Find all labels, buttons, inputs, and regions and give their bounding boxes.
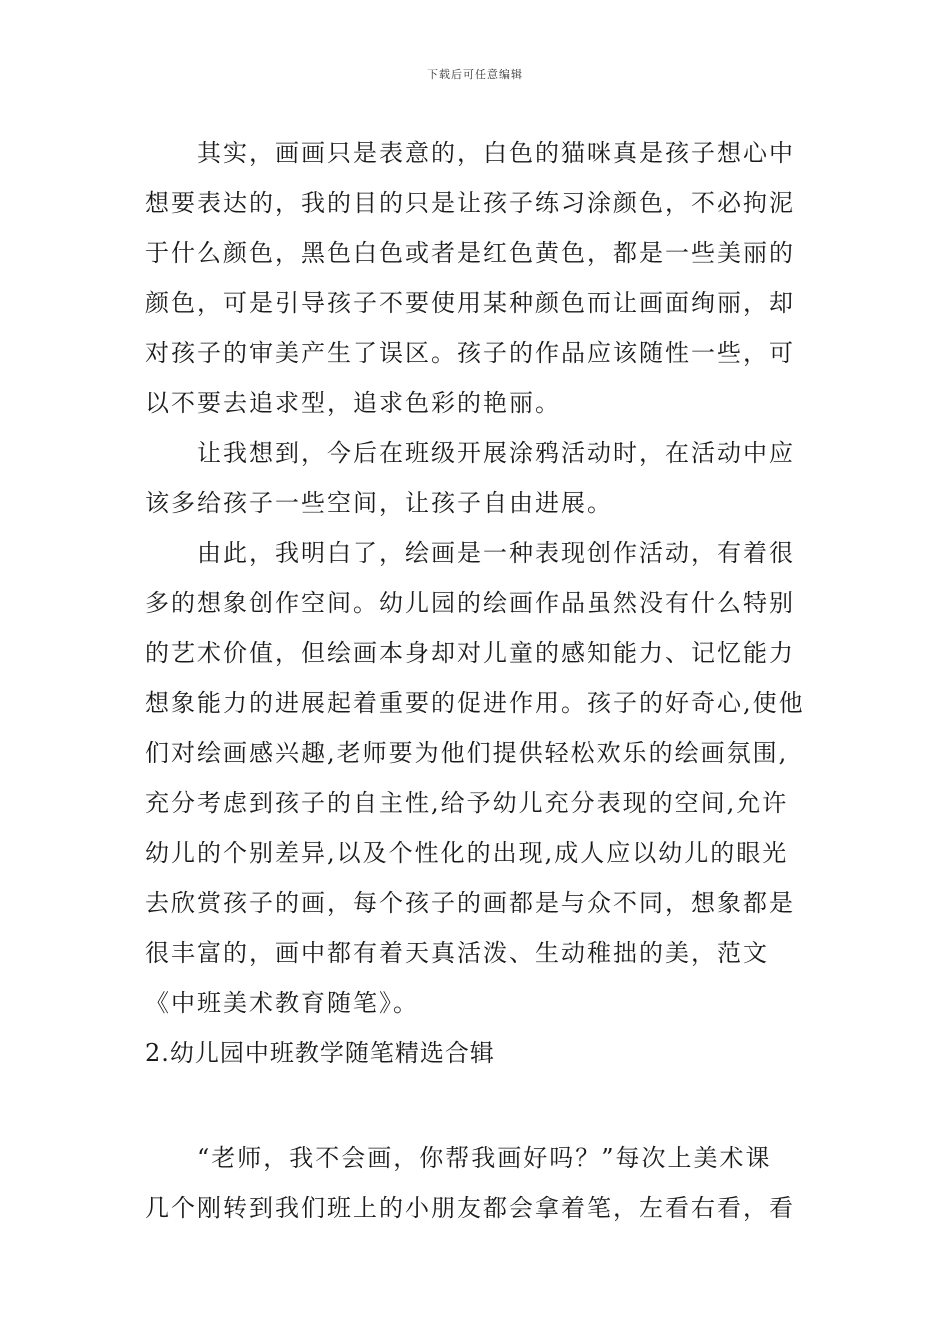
paragraph	[145, 128, 807, 428]
paragraph-line: 由此，我明白了，绘画是一种表现创作活动，有着很	[197, 539, 795, 567]
paragraph-line: 充分考虑到孩子的自主性,给予幼儿充分表现的空间,允许	[145, 789, 789, 817]
page-header: 下载后可任意编辑	[427, 68, 523, 81]
paragraph-line: 几个刚转到我们班上的小朋友都会拿着笔，左看右看，看	[145, 1194, 795, 1222]
paragraph-line: 其实，画画只是表意的，白色的猫咪真是孩子想心中	[197, 139, 795, 167]
paragraph-line: 想象能力的进展起着重要的促进作用。孩子的好奇心,使他	[145, 689, 805, 717]
paragraph-line: 该多给孩子一些空间，让孩子自由进展。	[145, 489, 613, 517]
paragraph	[145, 1133, 807, 1233]
paragraph-line: 让我想到，今后在班级开展涂鸦活动时，在活动中应	[197, 439, 795, 467]
paragraph-line: 很丰富的，画中都有着天真活泼、生动稚拙的美，范文	[145, 939, 769, 967]
blank-space	[145, 1078, 807, 1133]
paragraph-line: 颜色，可是引导孩子不要使用某种颜色而让画面绚丽，却	[145, 289, 795, 317]
paragraph-line: 以不要去追求型，追求色彩的艳丽。	[145, 389, 561, 417]
paragraph	[145, 428, 807, 528]
paragraph	[145, 528, 807, 1028]
paragraph-line: 的艺术价值，但绘画本身却对儿童的感知能力、记忆能力	[145, 639, 795, 667]
paragraph-line: 幼儿的个别差异,以及个性化的出现,成人应以幼儿的眼光	[145, 839, 789, 867]
paragraph-line: “老师，我不会画，你帮我画好吗？”每次上美术课	[197, 1144, 772, 1172]
paragraph-line: 去欣赏孩子的画，每个孩子的画都是与众不同，想象都是	[145, 889, 795, 917]
document-body	[145, 128, 807, 1233]
paragraph-line: 对孩子的审美产生了误区。孩子的作品应该随性一些，可	[145, 339, 795, 367]
paragraph-line: 想要表达的，我的目的只是让孩子练习涂颜色，不必拘泥	[145, 189, 795, 217]
paragraph-line: 们对绘画感兴趣,老师要为他们提供轻松欢乐的绘画氛围,	[145, 739, 789, 767]
paragraph-line: 于什么颜色，黑色白色或者是红色黄色，都是一些美丽的	[145, 239, 795, 267]
section-heading: 2.幼儿园中班教学随笔精选合辑	[145, 1039, 495, 1067]
paragraph-line: 《中班美术教育随笔》。	[145, 989, 419, 1017]
paragraph-line: 多的想象创作空间。幼儿园的绘画作品虽然没有什么特别	[145, 589, 795, 617]
